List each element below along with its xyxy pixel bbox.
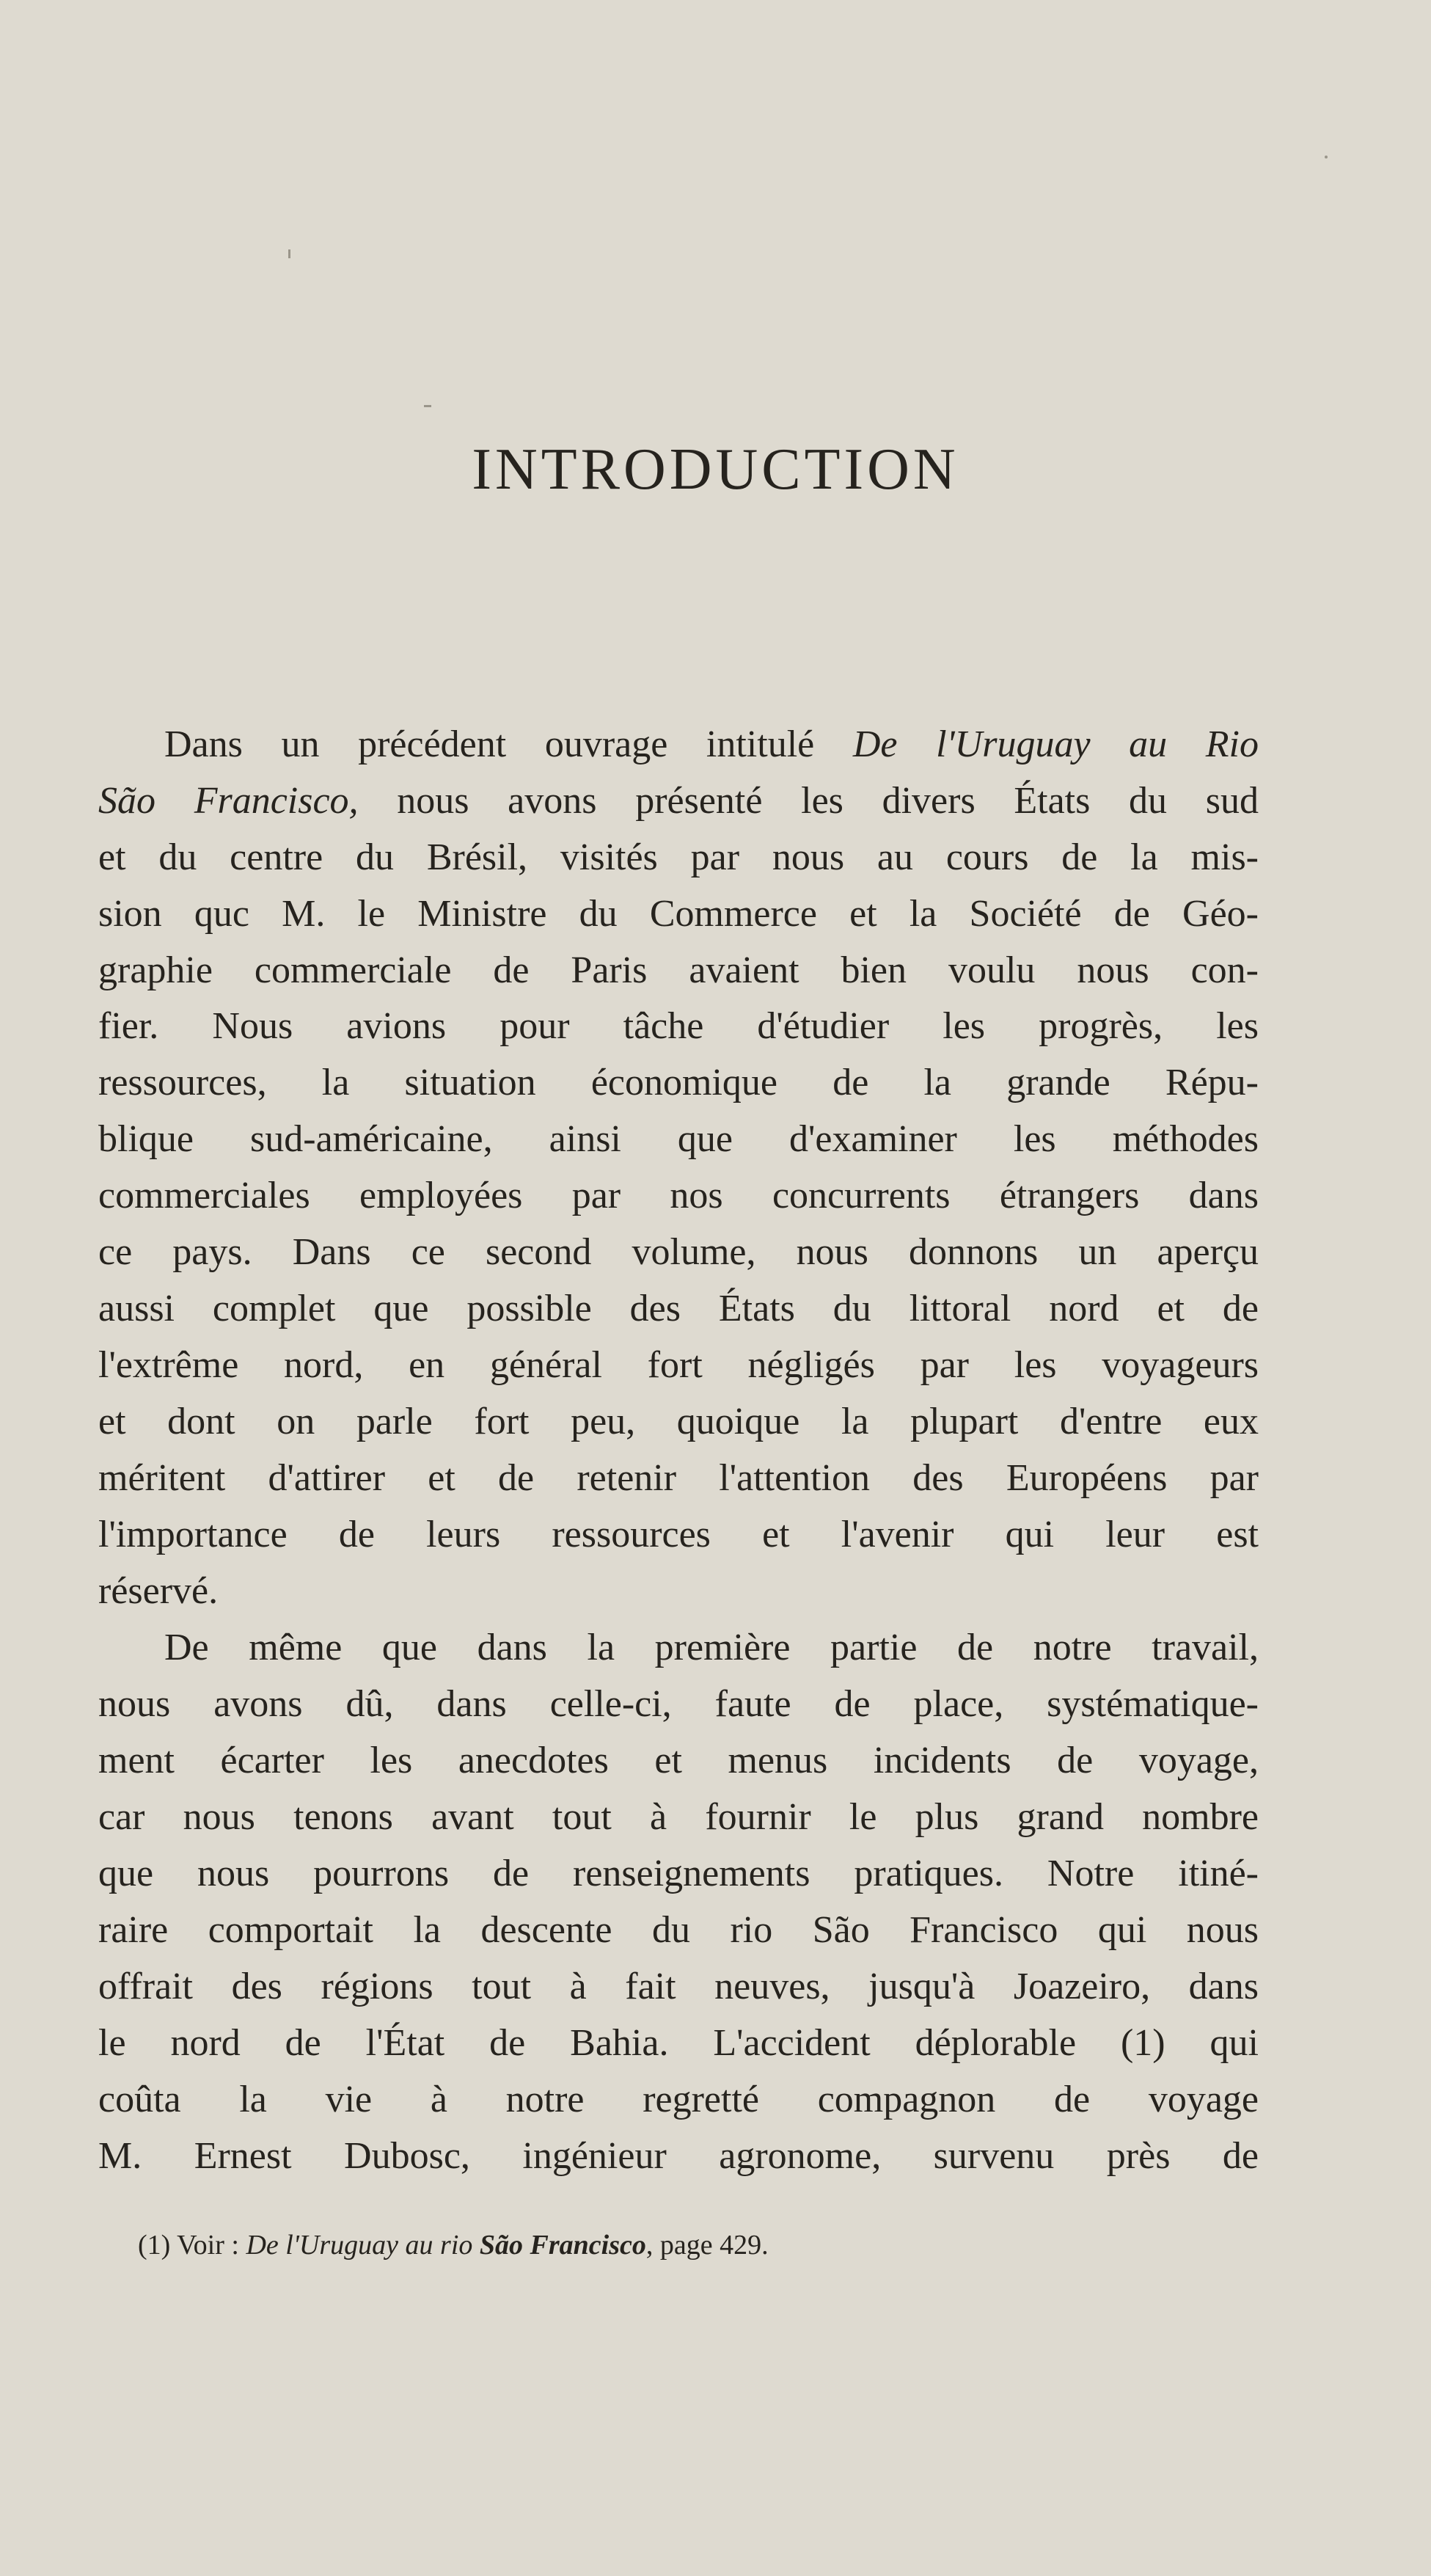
text-line: l'importance de leurs ressources et l'avenir qui leur est [98, 1514, 1259, 1555]
text-line: blique sud-américaine, ainsi que d'examiner les méthodes [98, 1118, 1259, 1160]
page-title: INTRODUCTION [472, 437, 959, 502]
text-line: ce pays. Dans ce second volume, nous donnons un aperçu [98, 1231, 1259, 1273]
text-line: São Francisco, nous avons présenté les divers États du sud [98, 780, 1259, 822]
speck-mark [424, 405, 431, 407]
text-line: offrait des régions tout à fait neuves, jusqu'à Joazeiro, dans [98, 1966, 1259, 2007]
text-line: et du centre du Brésil, visités par nous au cours de la mis- [98, 836, 1259, 878]
footnote [138, 2223, 769, 2267]
speck-mark [1325, 156, 1328, 158]
text-line: car nous tenons avant tout à fournir le plus grand nombre [98, 1796, 1259, 1838]
text-line: Dans un précédent ouvrage intitulé De l'Uruguay au Rio [164, 723, 1259, 765]
text-line: l'extrême nord, en général fort négligés par les voyageurs [98, 1344, 1259, 1386]
text-line: réservé. [98, 1570, 219, 1612]
text-line: aussi complet que possible des États du littoral nord et de [98, 1288, 1259, 1329]
text-line: nous avons dû, dans celle-ci, faute de place, systématique- [98, 1683, 1259, 1725]
text-line: De même que dans la première partie de notre travail, [164, 1627, 1259, 1668]
text-line: commerciales employées par nos concurrents étrangers dans [98, 1175, 1259, 1216]
footnote-title-bold: São Francisco [479, 2230, 646, 2261]
text-line: coûta la vie à notre regretté compagnon de voyage [98, 2079, 1259, 2120]
text-line: que nous pourrons de renseignements pratiques. Notre itiné- [98, 1853, 1259, 1894]
text-line: ment écarter les anecdotes et menus incidents de voyage, [98, 1740, 1259, 1781]
text-line: méritent d'attirer et de retenir l'attention des Européens par [98, 1457, 1259, 1499]
text-line: raire comportait la descente du rio São Francisco qui nous [98, 1909, 1259, 1951]
text-line: sion quc M. le Ministre du Commerce et la Société de Géo- [98, 893, 1259, 935]
footnote-title: De l'Uruguay au rio [246, 2230, 480, 2261]
text-line: graphie commerciale de Paris avaient bien voulu nous con- [98, 949, 1259, 991]
footnote-page: , page 429. [645, 2230, 769, 2261]
text-line: M. Ernest Dubosc, ingénieur agronome, survenu près de [98, 2135, 1259, 2177]
speck-mark [288, 249, 290, 258]
text-line: ressources, la situation économique de la grande Répu- [98, 1062, 1259, 1103]
text-line: fier. Nous avions pour tâche d'étudier les progrès, les [98, 1005, 1259, 1047]
footnote-marker: (1) Voir : [138, 2230, 246, 2261]
text-line: le nord de l'État de Bahia. L'accident déplorable (1) qui [98, 2022, 1259, 2064]
text-line: et dont on parle fort peu, quoique la plupart d'entre eux [98, 1401, 1259, 1442]
